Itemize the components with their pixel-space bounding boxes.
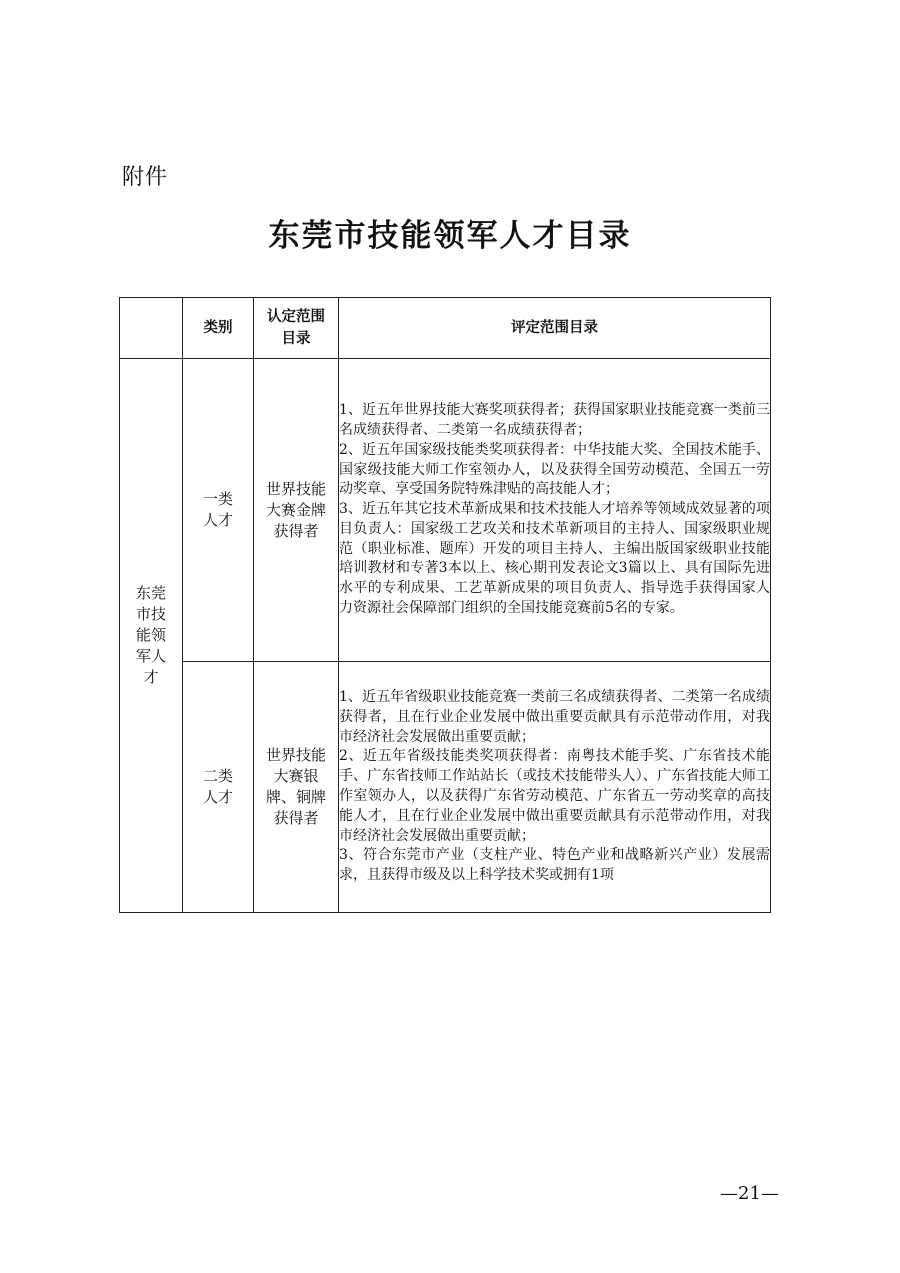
table-row	[120, 359, 771, 662]
category-cell: 二类人才	[183, 662, 254, 913]
evaluation-item: 3、符合东莞市产业（支柱产业、特色产业和战略新兴产业）发展需求，且获得市级及以上科学技术奖或拥有1项	[339, 847, 770, 884]
scope-cell: 世界技能大赛银牌、铜牌获得者	[254, 662, 339, 913]
header-evaluation: 评定范围目录	[339, 298, 771, 359]
header-category: 类别	[183, 298, 254, 359]
evaluation-cell	[339, 359, 771, 662]
header-domain	[120, 298, 183, 359]
evaluation-item: 3、近五年其它技术革新成果和技术技能人才培养等领域成效显著的项目负责人：国家级工艺攻关和技术革新项目的主持人、国家级职业规范（职业标准、题库）开发的项目主持人、主编出版国家级职业技能培训教材和专著3本以上、核心期刊发表论文3篇以上、具有国际先进水平的专利成果、工艺革新成果的项目负责人、指导选手获得国家人力资源社会保障部门组织的全国技能竞赛前5名的专家。	[339, 501, 770, 617]
domain-cell: 东莞市技能领军人才	[120, 359, 183, 913]
header-scope: 认定范围目录	[254, 298, 339, 359]
evaluation-item: 2、近五年省级技能类奖项获得者：南粤技术能手奖、广东省技术能手、广东省技师工作站站长（或技术技能带头人）、广东省技能大师工作室领办人，以及获得广东省劳动模范、广东省五一劳动奖章的高技能人才，且在行业企业发展中做出重要贡献具有示范带动作用，对我市经济社会发展做出重要贡献；	[339, 748, 770, 844]
page-number: —21—	[720, 1183, 779, 1204]
category-cell: 一类人才	[183, 359, 254, 662]
evaluation-item: 1、近五年省级职业技能竞赛一类前三名成绩获得者、二类第一名成绩获得者，且在行业企业发展中做出重要贡献具有示范带动作用，对我市经济社会发展做出重要贡献；	[339, 689, 770, 745]
evaluation-item: 2、近五年国家级技能类奖项获得者：中华技能大奖、全国技术能手、国家级技能大师工作室领办人，以及获得全国劳动模范、全国五一劳动奖章、享受国务院特殊津贴的高技能人才；	[339, 441, 770, 498]
scope-cell: 世界技能大赛金牌获得者	[254, 359, 339, 662]
talent-catalog-table	[119, 297, 771, 913]
attachment-label: 附件	[122, 165, 169, 190]
table-header-row	[120, 298, 771, 359]
table-row	[120, 662, 771, 913]
evaluation-cell	[339, 662, 771, 913]
document-title: 东莞市技能领军人才目录	[268, 218, 632, 254]
evaluation-item: 1、近五年世界技能大赛奖项获得者；获得国家职业技能竞赛一类前三名成绩获得者、二类第一名成绩获得者；	[339, 402, 770, 438]
